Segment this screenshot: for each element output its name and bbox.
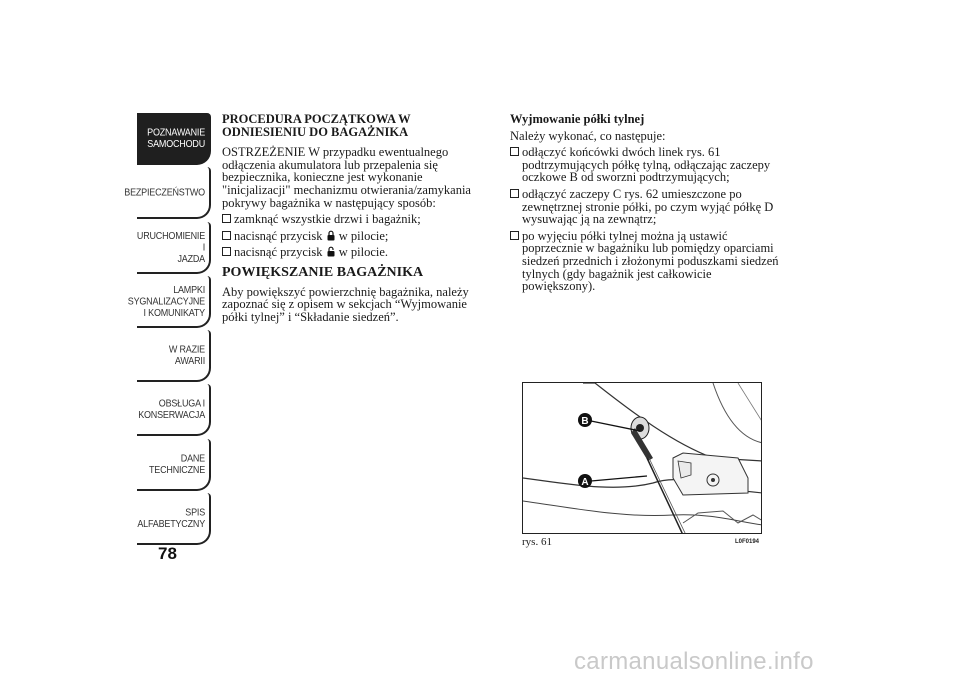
list-item-text: odłączyć zaczepy C rys. 62 umieszczone po zewnętrznej stronie półki, po czym wyjąć półkę D wysuwając ją na zewnątrz; (522, 186, 774, 227)
tab-label: DANE TECHNICZNE (149, 452, 205, 476)
section-heading: PROCEDURA POCZĄTKOWA W ODNIESIENIU DO BAGAŻNIKA (222, 112, 411, 139)
tab-dane-techniczne[interactable] (137, 439, 211, 491)
subsection-heading: Wyjmowanie półki tylnej (510, 112, 645, 126)
list-item-text (234, 230, 494, 243)
tab-label: SPIS ALFABETYCZNY (137, 506, 205, 530)
list-item-text-start: nacisnąć przycisk (234, 245, 323, 260)
left-column (222, 113, 494, 327)
warning-paragraph: OSTRZEŻENIE W przypadku ewentualnego odłączenia akumulatora lub przepalenia się bezpiecznika, konieczne jest wykonanie "inicjalizacji" mechanizmu otwierania/zamykania pokrywy bagażnika w następujący sposób: (222, 145, 471, 210)
tab-label: URUCHOMIENIE I JAZDA (136, 229, 205, 264)
tab-label: POZNAWANIE SAMOCHODU (147, 126, 205, 150)
chapter-tabs (124, 113, 211, 547)
tab-lampki-sygnalizacyjne[interactable] (127, 276, 211, 328)
list-item-text: zamknąć wszystkie drzwi i bagażnik; (234, 212, 421, 227)
tab-label: LAMPKI SYGNALIZACYJNE I KOMUNIKATY (127, 283, 205, 319)
tab-poznawanie-samochodu[interactable] (137, 113, 211, 165)
list-item-text: odłączyć końcówki dwóch linek rys. 61 podtrzymujących półkę tylną, odłączając zaczepy oczkowe B od sworzni podtrzymujących; (522, 145, 771, 185)
right-column (510, 113, 780, 297)
checkbox-bullet-icon (510, 147, 519, 156)
figure-caption: rys. 61 (522, 536, 552, 548)
tab-bezpieczenstwo[interactable] (124, 167, 211, 219)
list-item (222, 230, 494, 243)
tab-uruchomienie-i-jazda[interactable] (137, 222, 211, 274)
lock-icon (327, 230, 335, 241)
page-number: 78 (158, 544, 177, 563)
section-heading: POWIĘKSZANIE BAGAŻNIKA (222, 264, 424, 280)
checkbox-bullet-icon (222, 231, 231, 240)
list-item-text: po wyjęciu półki tylnej można ją ustawić poprzecznie w bagażniku lub pomiędzy oparciami siedzeń przednich i złożonymi poduszkami siedzeń tylnych (gdy bagażnik jest całkowicie powiększony). (522, 228, 779, 294)
figure-illustration (522, 382, 762, 534)
checkbox-bullet-icon (510, 231, 519, 240)
callout-a-label: A (581, 477, 589, 488)
paragraph: Aby powiększyć powierzchnię bagażnika, należy zapoznać się z opisem w sekcjach “Wyjmowanie półki tylnej” i “Składanie siedzeń”. (222, 284, 469, 324)
list-item (510, 230, 780, 293)
intro-paragraph: Należy wykonać, co następuje: (510, 128, 666, 143)
list-item-text-start: nacisnąć przycisk (234, 228, 323, 243)
list-item-text-end: w pilocie; (338, 228, 389, 243)
checkbox-bullet-icon (222, 214, 231, 223)
list-item-text (234, 246, 494, 259)
tab-w-razie-awarii[interactable] (137, 330, 211, 382)
list-item (222, 213, 494, 226)
tab-label: BEZPIECZEŃSTWO (124, 186, 205, 199)
list-item-text-end: w pilocie. (338, 245, 389, 260)
tab-spis-alfabetyczny[interactable] (137, 493, 211, 545)
tab-label: OBSŁUGA I KONSERWACJA (138, 397, 205, 421)
checkbox-bullet-icon (510, 189, 519, 198)
callout-b-label: B (581, 416, 589, 427)
lock-icon (327, 246, 335, 257)
list-item (510, 188, 780, 226)
checkbox-bullet-icon (222, 247, 231, 256)
tab-label: W RAZIE AWARII (168, 343, 205, 367)
trunk-shelf-drawing (523, 383, 762, 534)
tab-obsluga-i-konserwacja[interactable] (137, 384, 211, 436)
watermark: carmanualsonline.info (574, 648, 814, 675)
list-item (222, 246, 494, 259)
list-item (510, 146, 780, 184)
figure-code: L0F0194 (735, 539, 760, 545)
